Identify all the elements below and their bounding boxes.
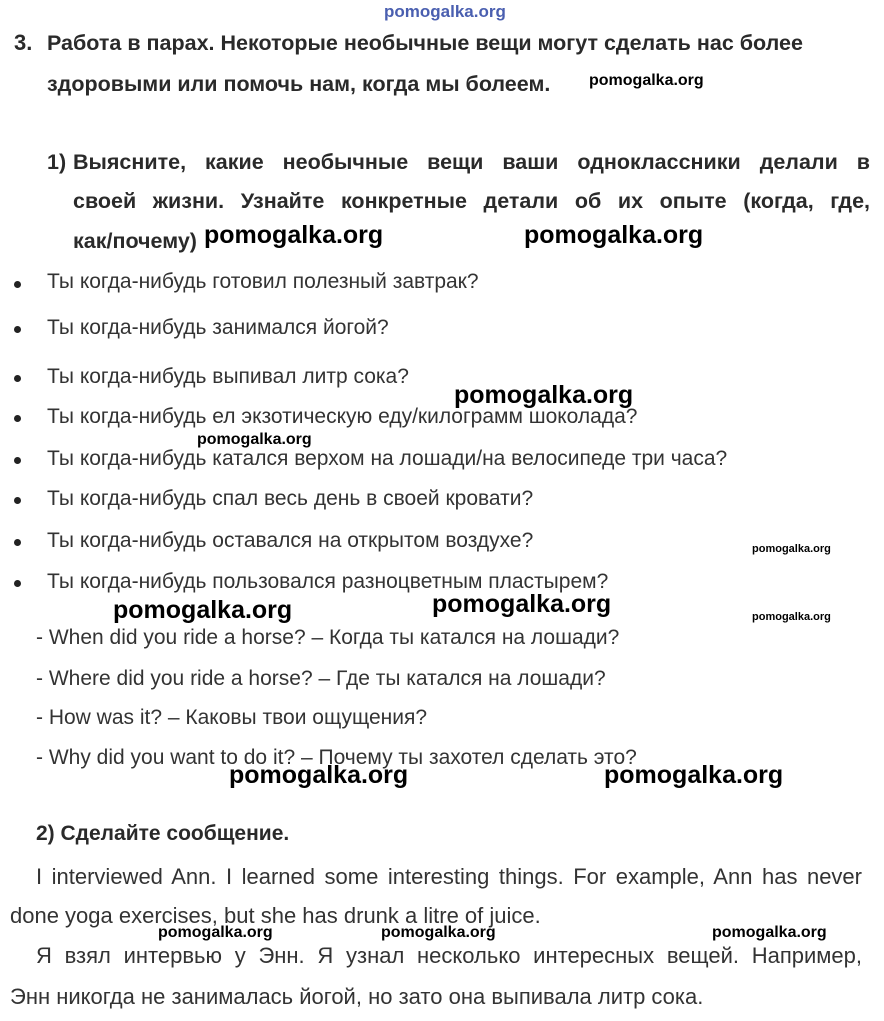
watermark: pomogalka.org [752,543,831,555]
report-ru-line-1: Я взял интервью у Энн. Я узнал несколько интересных вещей. Например, [36,943,862,968]
watermark: pomogalka.org [113,596,293,624]
question-item: Ты когда-нибудь ел экзотическую еду/килограмм шоколада? [47,405,638,428]
question-item: Ты когда-нибудь занимался йогой? [47,316,389,339]
task-title-line-1: Работа в парах. Некоторые необычные вещи могут сделать нас более [47,31,803,55]
question-item: Ты когда-нибудь спал весь день в своей кровати? [47,487,534,510]
report-en-line-2: done yoga exercises, but she has drunk a litre of juice. [10,903,541,928]
dialogue-line: - Where did you ride a horse? – Где ты катался на лошади? [36,667,606,690]
watermark: pomogalka.org [197,431,312,448]
bullet-icon [14,497,21,504]
watermark: pomogalka.org [204,221,384,249]
watermark: pomogalka.org [229,761,409,789]
dialogue-line: - When did you ride a horse? – Когда ты катался на лошади? [36,626,620,649]
subtask-1-line-3: как/почему) [73,229,197,253]
watermark: pomogalka.org [158,924,273,941]
task-number: 3. [14,30,33,55]
bullet-icon [14,375,21,382]
watermark: pomogalka.org [524,221,704,249]
watermark: pomogalka.org [381,924,496,941]
subtask-2-title: 2) Сделайте сообщение. [36,822,290,845]
bullet-icon [14,326,21,333]
report-en-line-1: I interviewed Ann. I learned some interesting things. For example, Ann has never [36,864,862,889]
bullet-icon [14,281,21,288]
watermark: pomogalka.org [589,72,704,89]
watermark: pomogalka.org [454,381,634,409]
bullet-icon [14,415,21,422]
dialogue-line: - How was it? – Каковы твои ощущения? [36,706,428,729]
question-item: Ты когда-нибудь катался верхом на лошади/на велосипеде три часа? [47,447,728,470]
watermark-top: pomogalka.org [384,2,506,21]
subtask-1-line-2: своей жизни. Узнайте конкретные детали об их опыте (когда, где, [73,189,870,213]
question-item: Ты когда-нибудь выпивал литр сока? [47,365,409,388]
question-item: Ты когда-нибудь оставался на открытом воздухе? [47,529,534,552]
report-ru-line-2: Энн никогда не занималась йогой, но зато она выпивала литр сока. [10,984,704,1009]
watermark: pomogalka.org [752,611,831,623]
subtask-1-line-1: Выясните, какие необычные вещи ваши одноклассники делали в [73,150,870,174]
watermark: pomogalka.org [712,924,827,941]
bullet-icon [14,539,21,546]
subtask-1-label: 1) [47,150,67,174]
watermark: pomogalka.org [604,761,784,789]
watermark: pomogalka.org [432,590,612,618]
task-title-line-2: здоровыми или помочь нам, когда мы болеем. [47,72,551,96]
question-item: Ты когда-нибудь пользовался разноцветным пластырем? [47,570,609,593]
bullet-icon [14,457,21,464]
dialogue-line: - Why did you want to do it? – Почему ты захотел сделать это? [36,746,637,769]
question-item: Ты когда-нибудь готовил полезный завтрак? [47,270,479,293]
bullet-icon [14,580,21,587]
